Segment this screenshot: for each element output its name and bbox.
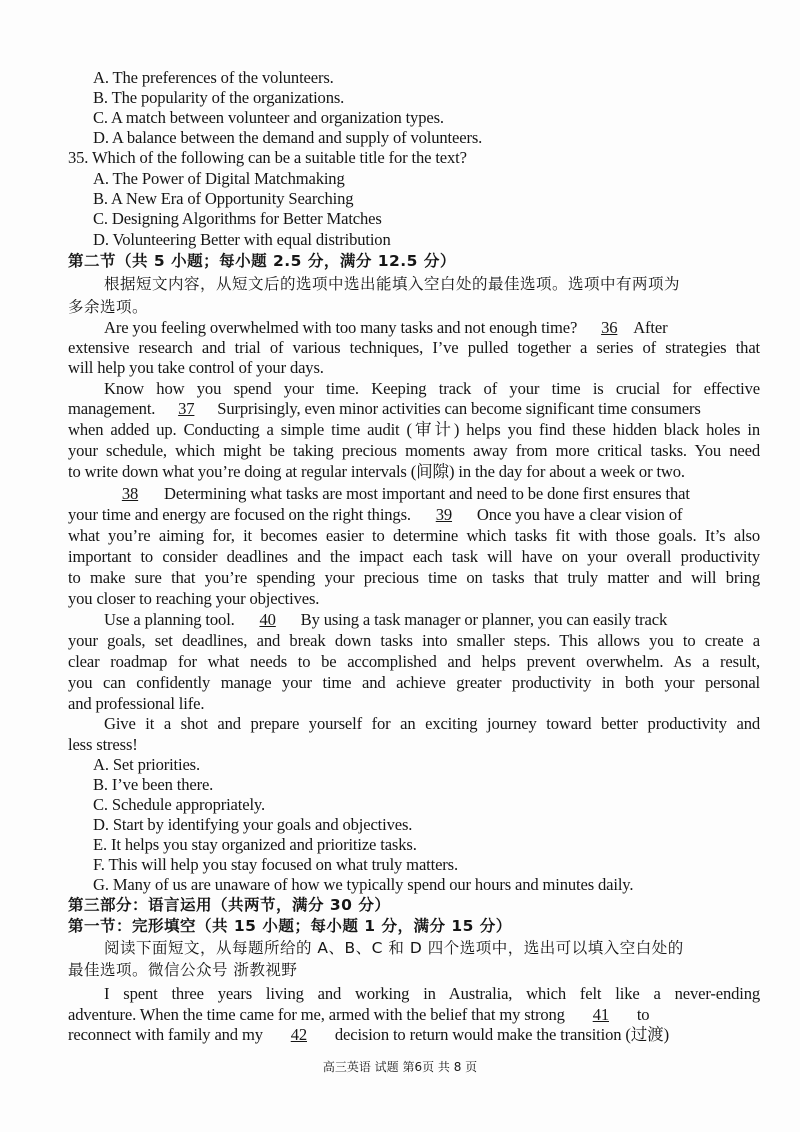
q34-option-a: A. The preferences of the volunteers. <box>93 68 334 87</box>
section2-option-f: F. This will help you stay focused on what truly matters. <box>93 855 458 874</box>
blank-37: 37 <box>178 399 195 418</box>
section2-option-g: G. Many of us are unaware of how we typically spend our hours and minutes daily. <box>93 875 634 894</box>
p1-text-after: After <box>633 318 668 337</box>
blank-36: 36 <box>601 318 618 337</box>
p2-line2 <box>68 399 760 419</box>
p3-line3: what you’re aiming for, it becomes easier to determine which tasks fit with those goals. It’s also <box>68 526 760 545</box>
section2-option-d: D. Start by identifying your goals and objectives. <box>93 815 413 834</box>
p3-text: Determining what tasks are most important and need to be done first ensures that <box>164 484 690 503</box>
p2-text: management. <box>68 399 156 418</box>
section2-instruction-line1: 根据短文内容，从短文后的选项中选出能填入空白处的最佳选项。选项中有两项为 <box>104 275 681 293</box>
p1-line3: will help you take control of your days. <box>68 358 324 377</box>
p4-line1 <box>104 610 760 630</box>
p2-line5: to write down what you’re doing at regular intervals (间隙) in the day for about a week or two. <box>68 462 685 481</box>
p3-line4: important to consider deadlines and the impact each task will have on your overall productivity <box>68 547 760 566</box>
part3-heading: 第三部分：语言运用（共两节，满分 30 分） <box>68 896 391 914</box>
p3-line2 <box>68 505 760 525</box>
p4-line5: and professional life. <box>68 694 205 713</box>
cloze-text-d: decision to return would make the transition (过渡) <box>334 1025 670 1044</box>
cloze-text-c: reconnect with family and my <box>68 1025 263 1044</box>
p3-line6: you closer to reaching your objectives. <box>68 589 320 608</box>
q34-option-c: C. A match between volunteer and organization types. <box>93 108 444 127</box>
q34-option-b: B. The popularity of the organizations. <box>93 88 345 107</box>
p3-line5: to make sure that you’re spending your precious time on tasks that truly matter and will bring <box>68 568 760 587</box>
section2-instruction-line2: 多余选项。 <box>68 298 149 316</box>
blank-41: 41 <box>592 1005 609 1024</box>
p2-line4: your schedule, which might be taking precious moments away from more critical tasks. You need <box>68 441 760 460</box>
p4-text-a: Use a planning tool. <box>104 610 235 629</box>
p1-text: Are you feeling overwhelmed with too many tasks and not enough time? <box>104 318 578 337</box>
q35-option-a: A. The Power of Digital Matchmaking <box>93 169 345 188</box>
q35-option-b: B. A New Era of Opportunity Searching <box>93 189 354 208</box>
blank-39: 39 <box>435 505 453 524</box>
q35-stem: 35. Which of the following can be a suitable title for the text? <box>68 148 467 167</box>
p1-line1 <box>104 318 760 338</box>
p5-line2: less stress! <box>68 735 138 754</box>
p3-line1 <box>104 484 760 504</box>
blank-40: 40 <box>259 610 276 629</box>
part3-section1-heading: 第一节：完形填空（共 15 小题；每小题 1 分，满分 15 分） <box>68 917 512 935</box>
part3-instruction-line2: 最佳选项。微信公众号 浙教视野 <box>68 961 298 979</box>
blank-38: 38 <box>121 484 139 503</box>
section2-option-c: C. Schedule appropriately. <box>93 795 265 814</box>
blank-42: 42 <box>290 1025 308 1044</box>
p3-text-b: Once you have a clear vision of <box>476 505 683 524</box>
p4-line2: your goals, set deadlines, and break down tasks into smaller steps. This allows you to create a <box>68 631 760 650</box>
cloze-line2 <box>68 1005 760 1025</box>
page-footer: 高三英语 试题 第6页 共 8 页 <box>322 1060 478 1074</box>
p2-line3: when added up. Conducting a simple time audit (审计) helps you find these hidden black holes in <box>68 420 760 439</box>
section2-option-b: B. I’ve been there. <box>93 775 214 794</box>
p4-line4: you can confidently manage your time and achieve greater productivity in both your personal <box>68 673 760 692</box>
p4-text-b: By using a task manager or planner, you can easily track <box>300 610 668 629</box>
cloze-line1: I spent three years living and working in Australia, which felt like a never-ending <box>104 984 760 1003</box>
p2-text-after: Surprisingly, even minor activities can become significant time consumers <box>217 399 701 418</box>
section2-option-e: E. It helps you stay organized and prioritize tasks. <box>93 835 417 854</box>
p1-line2: extensive research and trial of various techniques, I’ve pulled together a series of strategies that <box>68 338 760 357</box>
p2-line1: Know how you spend your time. Keeping track of your time is crucial for effective <box>104 379 760 398</box>
q35-option-c: C. Designing Algorithms for Better Matches <box>93 209 382 228</box>
q34-option-d: D. A balance between the demand and supply of volunteers. <box>93 128 483 147</box>
part3-instruction-line1: 阅读下面短文，从每题所给的 A、B、C 和 D 四个选项中，选出可以填入空白处的 <box>104 939 684 957</box>
p3-text-a: your time and energy are focused on the right things. <box>68 505 411 524</box>
cloze-line3 <box>68 1025 760 1045</box>
cloze-text-a: adventure. When the time came for me, armed with the belief that my strong <box>68 1005 565 1024</box>
section2-option-a: A. Set priorities. <box>93 755 200 774</box>
section2-heading: 第二节（共 5 小题；每小题 2.5 分，满分 12.5 分） <box>68 252 456 270</box>
p4-line3: clear roadmap for what needs to be accomplished and helps prevent overwhelm. As a result, <box>68 652 760 671</box>
p5-line1: Give it a shot and prepare yourself for an exciting journey toward better productivity and <box>104 714 760 733</box>
cloze-text-b: to <box>636 1005 650 1024</box>
q35-option-d: D. Volunteering Better with equal distribution <box>93 230 391 249</box>
